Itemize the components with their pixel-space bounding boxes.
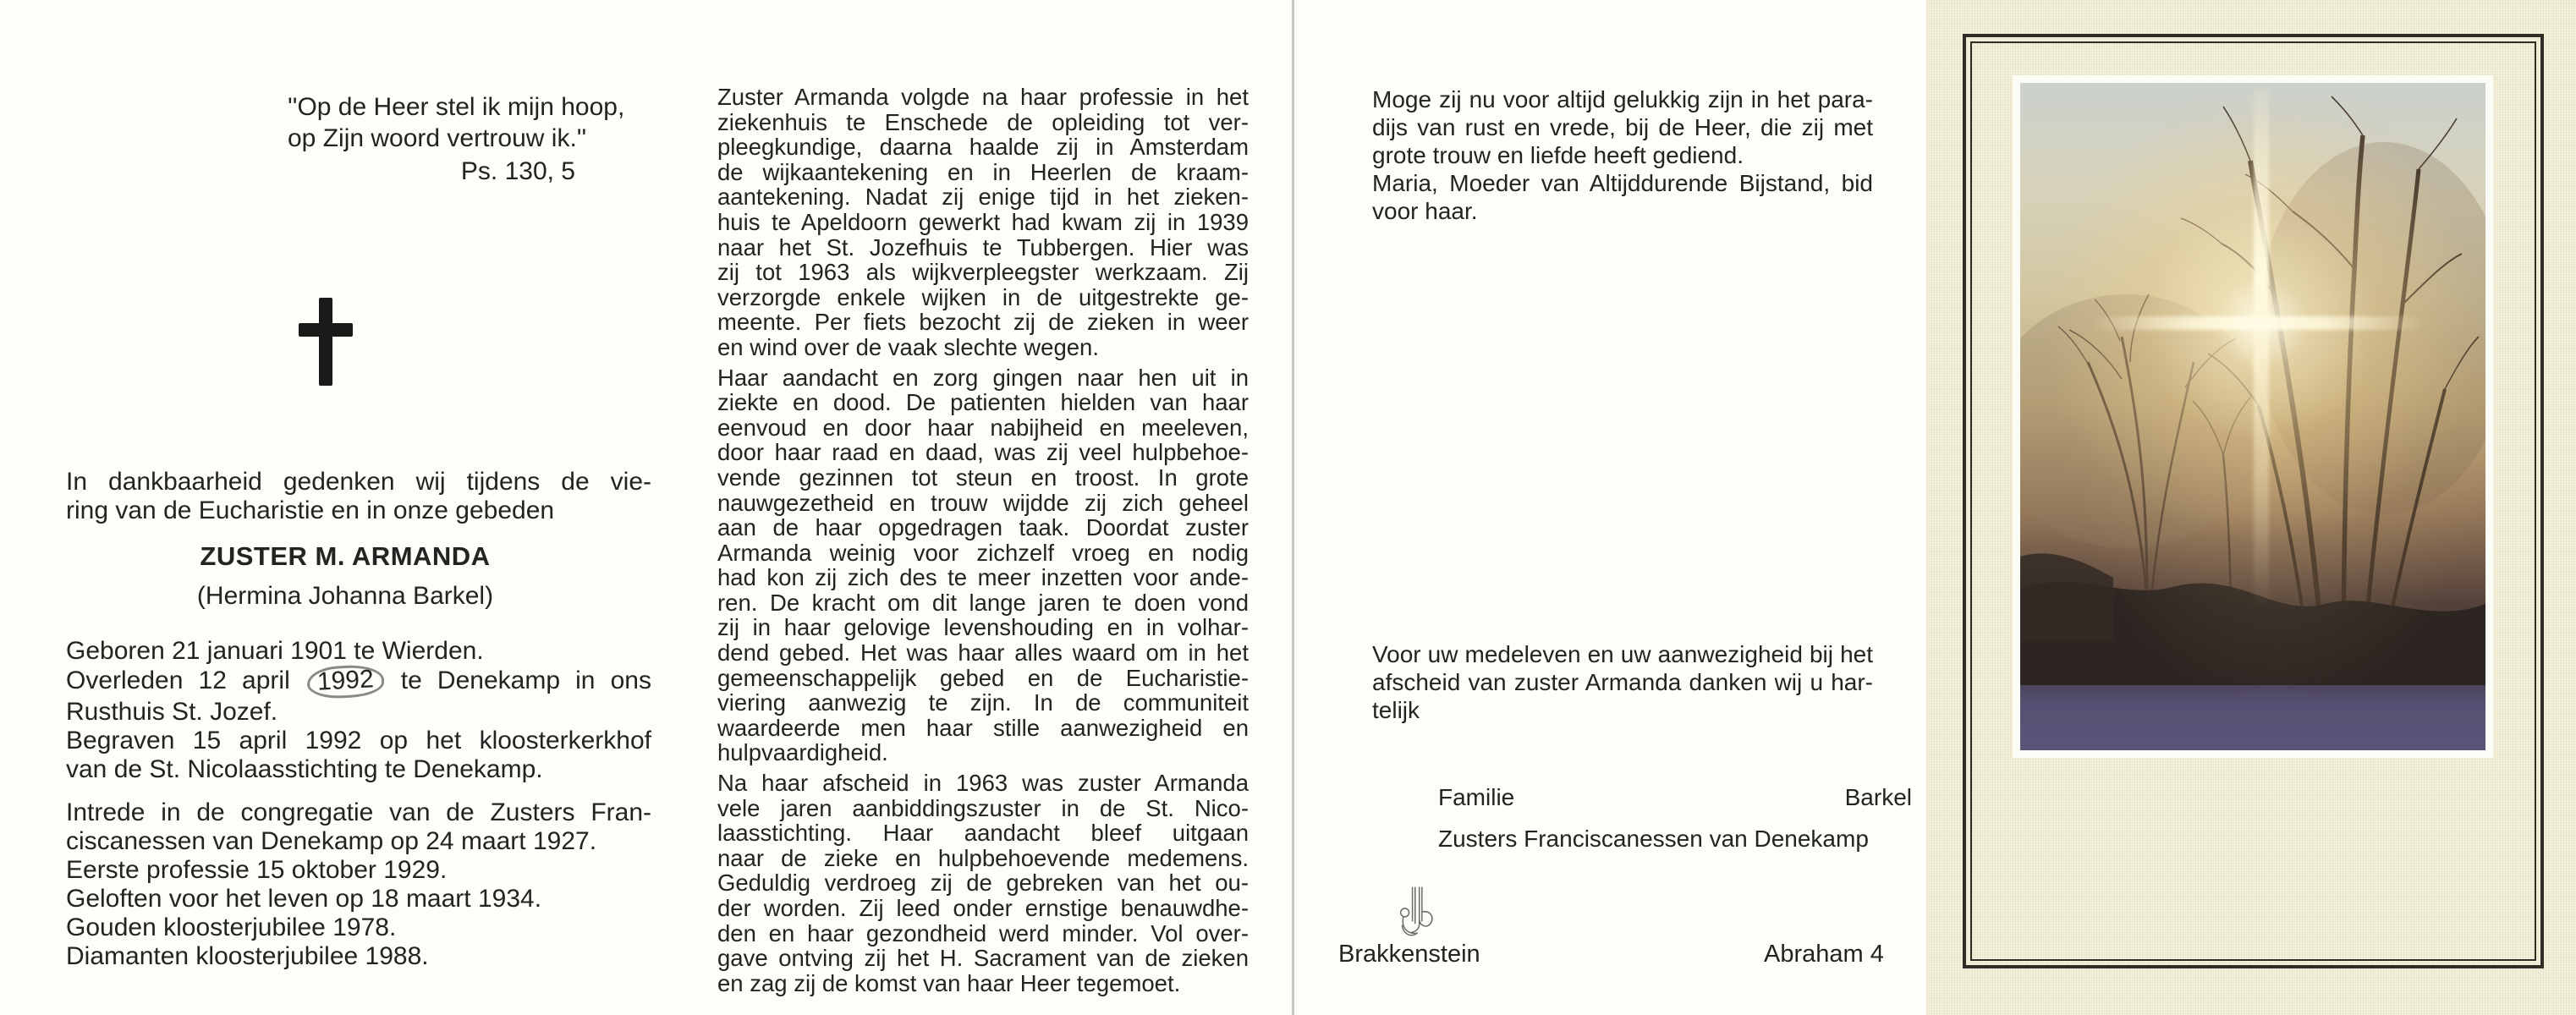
text-line: had kon zij zich des te meer inzetten voor ande-	[717, 564, 1249, 591]
life-story-paragraph	[717, 85, 1249, 360]
text-line: Maria, Moeder van Altijddurende Bijstand, bid	[1372, 170, 1873, 196]
text-line: gave ontving zij het H. Sacrament van de zieken	[717, 945, 1249, 972]
text-line: Eerste professie 15 oktober 1929.	[66, 856, 448, 884]
text-line: Diamanten kloosterjubilee 1988.	[66, 942, 429, 970]
publisher-name: Brakkenstein	[1338, 941, 1480, 968]
text-line: ziekenhuis te Enschede de opleiding tot ver-	[717, 108, 1249, 135]
cross-horizontal-bar	[299, 323, 353, 337]
deceased-birth-name: (Hermina Johanna Barkel)	[196, 582, 494, 610]
text-line: In dankbaarheid gedenken wij tijdens de vie-	[66, 468, 651, 496]
holy-card-front	[1926, 0, 2576, 1015]
brakkenstein-logo-icon	[1392, 881, 1442, 942]
circled-year: 1992	[306, 664, 385, 700]
text-line: ren. De kracht om dit lange jaren te doen vond	[717, 589, 1249, 616]
born-line	[66, 637, 651, 666]
light-cross-vertical-beam	[2254, 90, 2269, 610]
text-line: Familie Barkel	[1438, 784, 1912, 810]
text-line: Geboren 21 januari 1901 te Wierden.	[66, 637, 484, 665]
text-line: Moge zij nu voor altijd gelukkig zijn in het para-	[1372, 86, 1873, 112]
text-line: zij tot 1963 als wijkverpleegster werkzaam. Zij	[717, 259, 1249, 286]
died-prefix: Overleden 12 april	[66, 667, 305, 694]
life-story-column	[717, 85, 1249, 996]
psalm-quote	[288, 91, 625, 154]
text-line: pleegkundige, daarna haalde zij in Amsterdam	[717, 134, 1249, 161]
text-line: grote trouw en liefde heeft gediend.	[1372, 142, 1744, 168]
text-line: viering aanwezig te zijn. In de communiteit	[717, 689, 1249, 716]
text-line: Voor uw medeleven en uw aanwezigheid bij het	[1372, 641, 1873, 667]
text-line: telijk	[1372, 697, 1420, 723]
text-line: hulpvaardigheid.	[717, 739, 888, 766]
prayer-lines	[1372, 169, 1873, 225]
text-line: waardeerde men haar stille aanwezigheid en	[717, 714, 1249, 741]
text-line: Gouden kloosterjubilee 1978.	[66, 914, 397, 941]
life-story-paragraph	[717, 365, 1249, 766]
text-line: ''Op de Heer stel ik mijn hoop,	[288, 93, 625, 121]
fold-line	[1292, 0, 1294, 1015]
text-line: ziekte en dood. De patienten hielden van haar	[717, 389, 1249, 416]
text-line: Intrede in de congregatie van de Zusters Fran-	[66, 798, 651, 826]
signatures	[1438, 776, 1912, 859]
religious-milestones	[66, 798, 651, 971]
text-line: Geloften voor het leven op 18 maart 1934.	[66, 885, 542, 913]
text-line: naar het St. Jozefhuis te Tubbergen. Hier was	[717, 233, 1249, 261]
text-line: der worden. Zij leed onder ernstige benauwdhe-	[717, 895, 1249, 921]
text-line: laasstichting. Haar aandacht bleef uitgaan	[717, 820, 1249, 847]
life-story-paragraph	[717, 771, 1249, 996]
cross-icon	[299, 298, 353, 386]
milestone-entry	[66, 914, 651, 942]
milestone-entry	[66, 942, 651, 971]
text-line: ring van de Eucharistie en in onze gebeden	[66, 497, 555, 524]
buried-lines	[66, 727, 651, 784]
psalm-reference: Ps. 130, 5	[460, 157, 575, 185]
text-line: meente. Per fiets bezocht zij de zieken in weer	[717, 309, 1249, 336]
series-label: Abraham 4	[1764, 941, 1884, 968]
text-line: Zuster Armanda volgde na haar professie in het	[717, 84, 1249, 110]
text-line: aan de haar opgedragen taak. Doordat zuster	[717, 514, 1249, 541]
died-line	[66, 666, 651, 698]
text-line: Zusters Franciscanessen van Denekamp	[1438, 826, 1869, 852]
text-line: dijs van rust en vrede, bij de Heer, die zij met	[1372, 114, 1873, 140]
text-line: en zag zij de komst van haar Heer tegemoet.	[717, 969, 1181, 996]
text-line: Begraven 15 april 1992 op het kloosterkerkhof	[66, 727, 651, 754]
text-line: door haar raad en daad, was zij veel hulpbehoe-	[717, 439, 1249, 466]
text-line: op Zijn woord vertrouw ik.''	[288, 124, 587, 152]
memorial-intro	[66, 468, 651, 525]
text-line: verzorgde enkele wijken in de uitgestrekte ge-	[717, 283, 1249, 310]
cross-vertical-bar	[319, 298, 332, 386]
text-line: en wind over de vaak slechte wegen.	[717, 333, 1099, 360]
vital-dates	[66, 637, 651, 784]
thank-you-note	[1372, 640, 1873, 724]
text-line: afscheid van zuster Armanda danken wij u har-	[1372, 669, 1873, 695]
closing-prayer	[1372, 85, 1873, 225]
text-line: van de St. Nicolaasstichting te Denekamp.	[66, 755, 543, 783]
milestone-entry	[66, 798, 651, 856]
light-cross-horizontal-beam	[2090, 316, 2425, 330]
text-line: vende gezinnen tot steun en troost. In grote	[717, 464, 1249, 491]
text-line: den en haar gezondheid werd minder. Vol over-	[717, 919, 1249, 946]
died-line-2: Rusthuis St. Jozef.	[66, 698, 278, 726]
text-line: huis te Apeldoorn gewerkt had kwam zij in 1939	[717, 208, 1249, 235]
text-line: Na haar afscheid in 1963 was zuster Armanda	[717, 770, 1249, 797]
text-line: Geduldig verdroeg zij de gebreken van het ou-	[717, 870, 1249, 897]
text-line: nauwgezetheid en trouw wijdde zij zich geheel	[717, 489, 1249, 516]
text-line: ciscanessen van Denekamp op 24 maart 1927.	[66, 827, 597, 855]
milestone-entry	[66, 856, 651, 885]
text-line: vele jaren aanbiddingszuster in de St. Nico-	[717, 794, 1249, 821]
text-line: eenvoud en door haar nabijheid en meeleven,	[717, 414, 1249, 441]
deceased-religious-name: ZUSTER M. ARMANDA	[200, 541, 491, 571]
text-line: Haar aandacht en zorg gingen naar hen uit in	[717, 364, 1249, 391]
text-line: zij in haar gelovige levenshouding en in volhar-	[717, 614, 1249, 641]
text-line: de wijkaantekening en in Heerlen de kraam-	[717, 158, 1249, 185]
text-line: Armanda weinig voor zichzelf vroeg en nodig	[717, 539, 1249, 566]
memorial-photo	[2013, 75, 2493, 758]
milestone-entry	[66, 885, 651, 914]
text-line: aantekening. Nadat zij enige tijd in het zieken-	[717, 184, 1249, 211]
text-line: naar de zieke en hulpbehoevende medemens.	[717, 844, 1249, 871]
text-line: voor haar.	[1372, 198, 1478, 224]
text-line: gemeenschappelijk gebed en de Eucharistie-	[717, 664, 1249, 691]
died-suffix: te Denekamp in ons	[400, 667, 651, 694]
text-line: dend gebed. Het was haar alles waard om in het	[717, 639, 1249, 667]
prayer-lines	[1372, 85, 1873, 169]
